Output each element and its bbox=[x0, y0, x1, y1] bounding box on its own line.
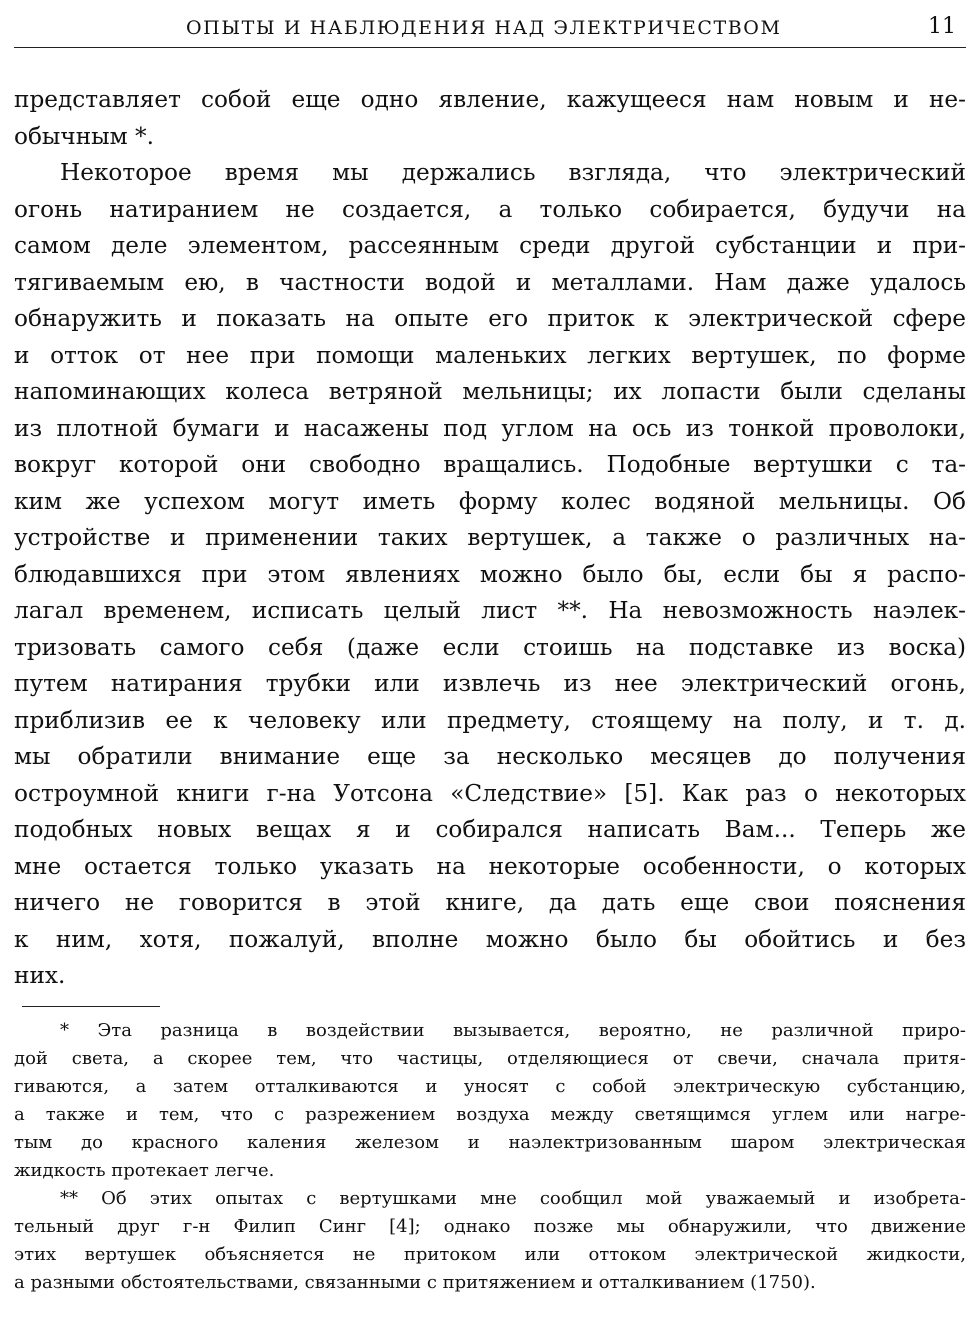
text-line: из плотной бумаги и насажены под углом на ось из тонкой проволоки, bbox=[14, 414, 966, 442]
text-line: обычным *. bbox=[14, 122, 154, 150]
text-line: напоминающих колеса ветряной мельницы; их лопасти были сделаны bbox=[14, 378, 966, 405]
text-line: и отток от нее при помощи маленьких легких вертушек, по форме bbox=[14, 341, 966, 369]
footnote-line: тым до красного каления железом и наэлектризованным шаром электрическая bbox=[14, 1132, 966, 1153]
footnote-line: дой света, а скорее тем, что частицы, отделяющиеся от свечи, сначала притя- bbox=[14, 1048, 966, 1069]
text-line: них. bbox=[14, 962, 66, 989]
footnote-line: жидкость протекает легче. bbox=[14, 1160, 275, 1181]
page-header bbox=[0, 0, 980, 50]
text-line: блюдавшихся при этом явлениях можно было бы, если бы я распо- bbox=[14, 560, 966, 588]
text-line: самом деле элементом, рассеянным среди другой субстанции и при- bbox=[14, 232, 966, 259]
main-text bbox=[14, 82, 966, 995]
text-line: устройстве и применении таких вертушек, а также о различных на- bbox=[14, 524, 966, 551]
footnote-line: а разными обстоятельствами, связанными с притяжением и отталкиванием (1750). bbox=[14, 1272, 816, 1293]
text-line: путем натирания трубки или извлечь из нее электрический огонь, bbox=[14, 670, 966, 697]
text-line: ким же успехом могут иметь форму колес водяной мельницы. Об bbox=[14, 487, 966, 515]
footnote-rule bbox=[22, 1006, 160, 1007]
text-line: к ним, хотя, пожалуй, вполне можно было бы обойтись и без bbox=[14, 925, 966, 953]
text-line: подобных новых вещах я и собирался написать Вам... Теперь же bbox=[14, 816, 966, 843]
text-line: огонь натиранием не создается, а только собирается, будучи на bbox=[14, 195, 966, 223]
page-number: 11 bbox=[928, 14, 956, 39]
footnote-line: ** Об этих опытах с вертушками мне сообщил мой уважаемый и изобрета- bbox=[60, 1188, 966, 1209]
text-line: Некоторое время мы держались взгляда, что электрический bbox=[60, 159, 966, 186]
footnote-line: этих вертушек объясняется не притоком или оттоком электрической жидкости, bbox=[14, 1244, 966, 1265]
footnote-line: гиваются, а затем отталкиваются и уносят с собой электрическую субстанцию, bbox=[14, 1076, 966, 1097]
footnotes bbox=[14, 1017, 966, 1297]
text-line: ничего не говорится в этой книге, да дать еще свои пояснения bbox=[14, 889, 966, 916]
text-line: лагал временем, исписать целый лист **. На невозможность наэлек- bbox=[14, 597, 966, 624]
text-line: представляет собой еще одно явление, кажущееся нам новым и не- bbox=[14, 86, 966, 113]
text-line: тягиваемым ею, в частности водой и металлами. Нам даже удалось bbox=[14, 268, 966, 296]
text-line: обнаружить и показать на опыте его приток к электрической сфере bbox=[14, 305, 966, 332]
text-line: остроумной книги г-на Уотсона «Следствие» [5]. Как раз о некоторых bbox=[14, 779, 966, 807]
text-line: приблизив ее к человеку или предмету, стоящему на полу, и т. д. bbox=[14, 706, 966, 734]
footnote-line: а также и тем, что с разрежением воздуха между светящимся углем или нагре- bbox=[14, 1104, 966, 1125]
text-line: тризовать самого себя (даже если стоишь на подставке из воска) bbox=[14, 633, 966, 661]
running-title: ОПЫТЫ И НАБЛЮДЕНИЯ НАД ЭЛЕКТРИЧЕСТВОМ bbox=[186, 17, 782, 39]
text-line: мы обратили внимание еще за несколько месяцев до получения bbox=[14, 743, 966, 770]
footnote-line: тельный друг г-н Филип Синг [4]; однако позже мы обнаружили, что движение bbox=[14, 1216, 966, 1237]
text-line: мне остается только указать на некоторые особенности, о которых bbox=[14, 852, 966, 880]
footnote-line: * Эта разница в воздействии вызывается, вероятно, не различной приро- bbox=[60, 1020, 966, 1041]
text-line: вокруг которой они свободно вращались. Подобные вертушки с та- bbox=[14, 451, 966, 478]
header-rule bbox=[14, 47, 966, 48]
